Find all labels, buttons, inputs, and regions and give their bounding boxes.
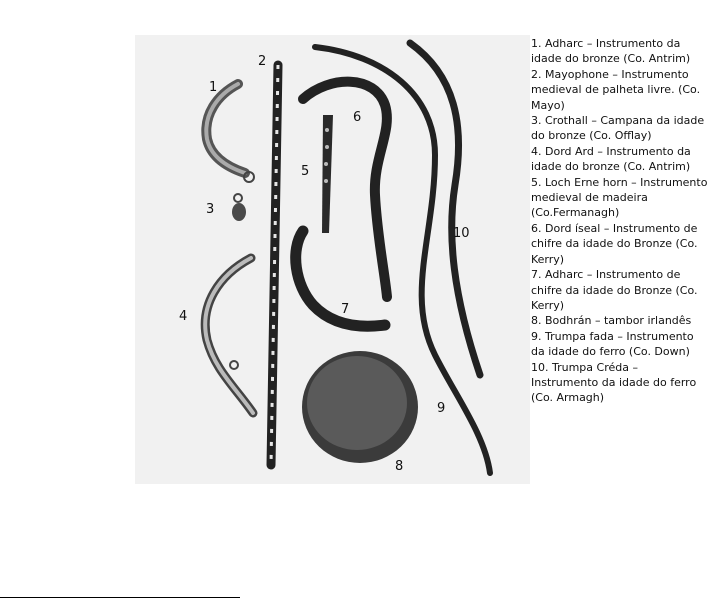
instruments-illustration bbox=[135, 35, 530, 484]
instruments-photo bbox=[135, 35, 530, 484]
caption-item: 2. Mayophone – Instrumento medieval de palheta livre. (Co. Mayo) bbox=[531, 67, 701, 112]
figure-label-4: 4 bbox=[179, 309, 188, 324]
caption-item: 5. Loch Erne horn – Instrumento medieval de madeira (Co.Fermanagh) bbox=[531, 175, 708, 220]
caption-item: 1. Adharc – Instrumento da idade do bronze (Co. Antrim) bbox=[531, 37, 691, 66]
figure-label-10: 10 bbox=[453, 226, 470, 241]
figure-label-7: 7 bbox=[341, 302, 350, 317]
caption-item: 10. Trumpa Créda – Instrumento da idade do ferro (Co. Armagh) bbox=[531, 360, 697, 405]
figure-label-9: 9 bbox=[437, 401, 446, 416]
figure-label-2: 2 bbox=[258, 54, 267, 69]
caption-item: 7. Adharc – Instrumento de chifre da idade do Bronze (Co. Kerry) bbox=[531, 268, 698, 312]
caption-item: 6. Dord íseal – Instrumento de chifre da idade do Bronze (Co. Kerry) bbox=[531, 221, 698, 266]
caption-item: 4. Dord Ard – Instrumento da idade do bronze (Co. Antrim) bbox=[531, 144, 691, 174]
caption-item: 9. Trumpa fada – Instrumento da idade do ferro (Co. Down) bbox=[531, 329, 694, 359]
figure-label-6: 6 bbox=[353, 110, 362, 125]
figure-label-5: 5 bbox=[301, 164, 310, 179]
caption-item: 3. Crothall – Campana da idade do bronze (Co. Offlay) bbox=[531, 114, 705, 143]
instrument-8-bodhran bbox=[302, 351, 418, 463]
footnote-separator bbox=[0, 597, 240, 598]
figure-caption-list bbox=[531, 36, 708, 406]
figure-label-3: 3 bbox=[206, 202, 215, 217]
caption-item: 8. Bodhrán – tambor irlandês bbox=[531, 314, 692, 328]
figure-label-8: 8 bbox=[395, 459, 404, 474]
figure-label-1: 1 bbox=[209, 80, 218, 95]
